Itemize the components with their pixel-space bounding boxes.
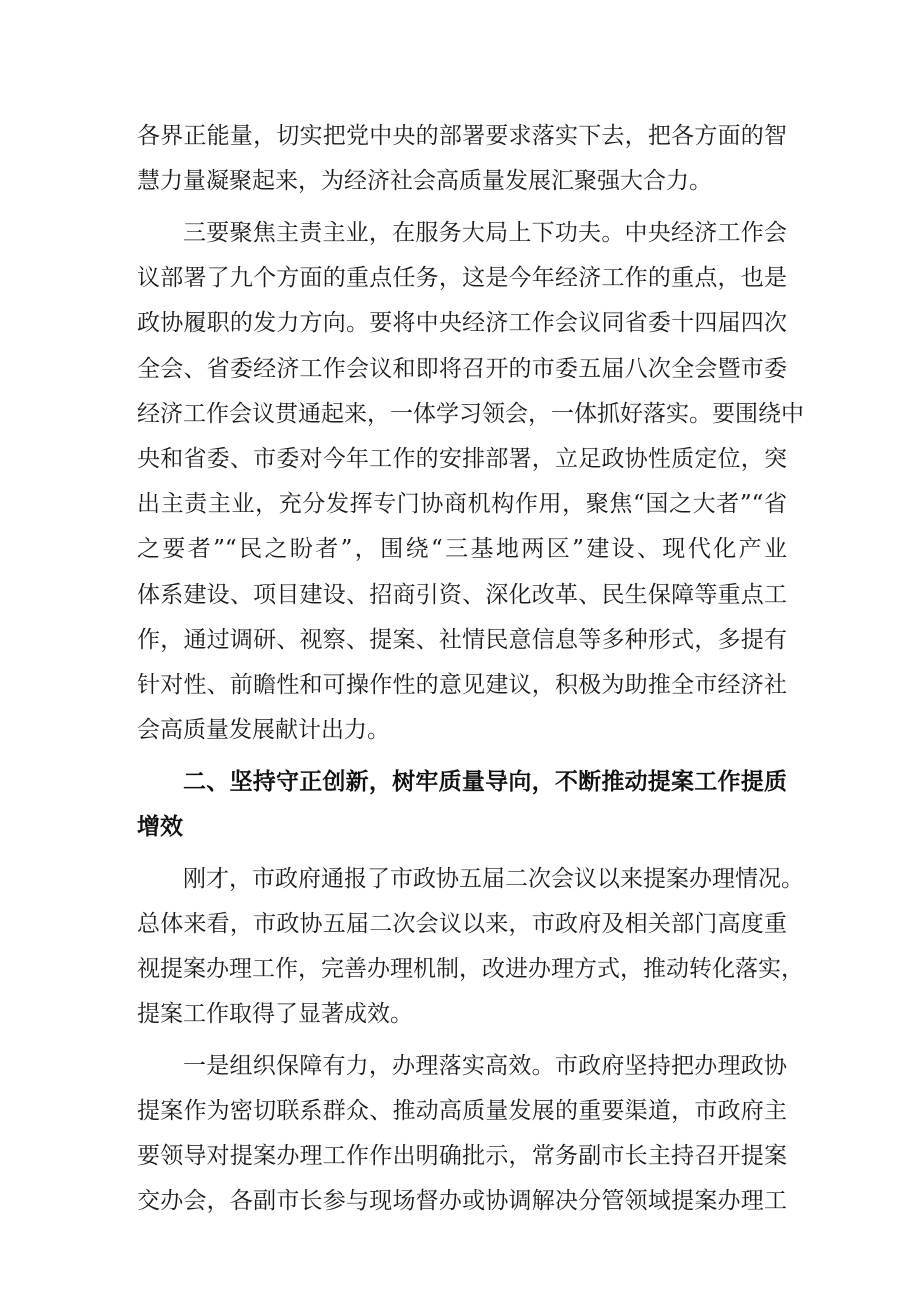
paragraph-line: 要领导对提案办理工作作出明确批示，常务副市长主持召开提案 — [137, 1143, 787, 1169]
paragraph-line: 总体来看，市政协五届二次会议以来，市政府及相关部门高度重 — [137, 911, 787, 937]
paragraph-line: 一是组织保障有力，办理落实高效。市政府坚持把办理政协 — [183, 1053, 787, 1079]
paragraph-line: 央和省委、市委对今年工作的安排部署，立足政协性质定位，突 — [137, 446, 787, 472]
paragraph-line: 刚才，市政府通报了市政协五届二次会议以来提案办理情况。 — [183, 866, 804, 892]
paragraph-line: 针对性、前瞻性和可操作性的意见建议，积极为助推全市经济社 — [137, 672, 787, 698]
paragraph-line: 经济工作会议贯通起来，一体学习领会，一体抓好落实。要围绕中 — [137, 401, 804, 427]
paragraph-line: 交办会，各副市长参与现场督办或协调解决分管领域提案办理工 — [137, 1188, 787, 1214]
paragraph-line: 作，通过调研、视察、提案、社情民意信息等多种形式，多提有 — [137, 627, 787, 653]
paragraph-line: 三要聚焦主责主业，在服务大局上下功夫。中央经济工作会 — [183, 220, 787, 246]
paragraph-line: 之要者”“民之盼者”，围绕“三基地两区”建设、现代化产业 — [137, 536, 787, 562]
paragraph-line: 议部署了九个方面的重点任务，这是今年经济工作的重点，也是 — [137, 265, 787, 291]
paragraph-line: 政协履职的发力方向。要将中央经济工作会议同省委十四届四次 — [137, 310, 787, 336]
paragraph-line: 提案工作取得了显著成效。 — [137, 1001, 413, 1027]
paragraph-line: 提案作为密切联系群众、推动高质量发展的重要渠道，市政府主 — [137, 1098, 787, 1124]
paragraph-line: 慧力量凝聚起来，为经济社会高质量发展汇聚强大合力。 — [137, 168, 712, 194]
section-heading: 二、坚持守正创新，树牢质量导向，不断推动提案工作提质 — [183, 769, 787, 795]
paragraph-line: 各界正能量，切实把党中央的部署要求落实下去，把各方面的智 — [137, 123, 787, 149]
section-heading: 增效 — [137, 814, 183, 840]
paragraph-line: 全会、省委经济工作会议和即将召开的市委五届八次全会暨市委 — [137, 356, 787, 382]
paragraph-line: 体系建设、项目建设、招商引资、深化改革、民生保障等重点工 — [137, 582, 787, 608]
paragraph-line: 出主责主业，充分发挥专门协商机构作用，聚焦“国之大者”“省 — [137, 491, 787, 517]
paragraph-line: 会高质量发展献计出力。 — [137, 717, 390, 743]
paragraph-line: 视提案办理工作，完善办理机制，改进办理方式，推动转化落实， — [137, 956, 804, 982]
